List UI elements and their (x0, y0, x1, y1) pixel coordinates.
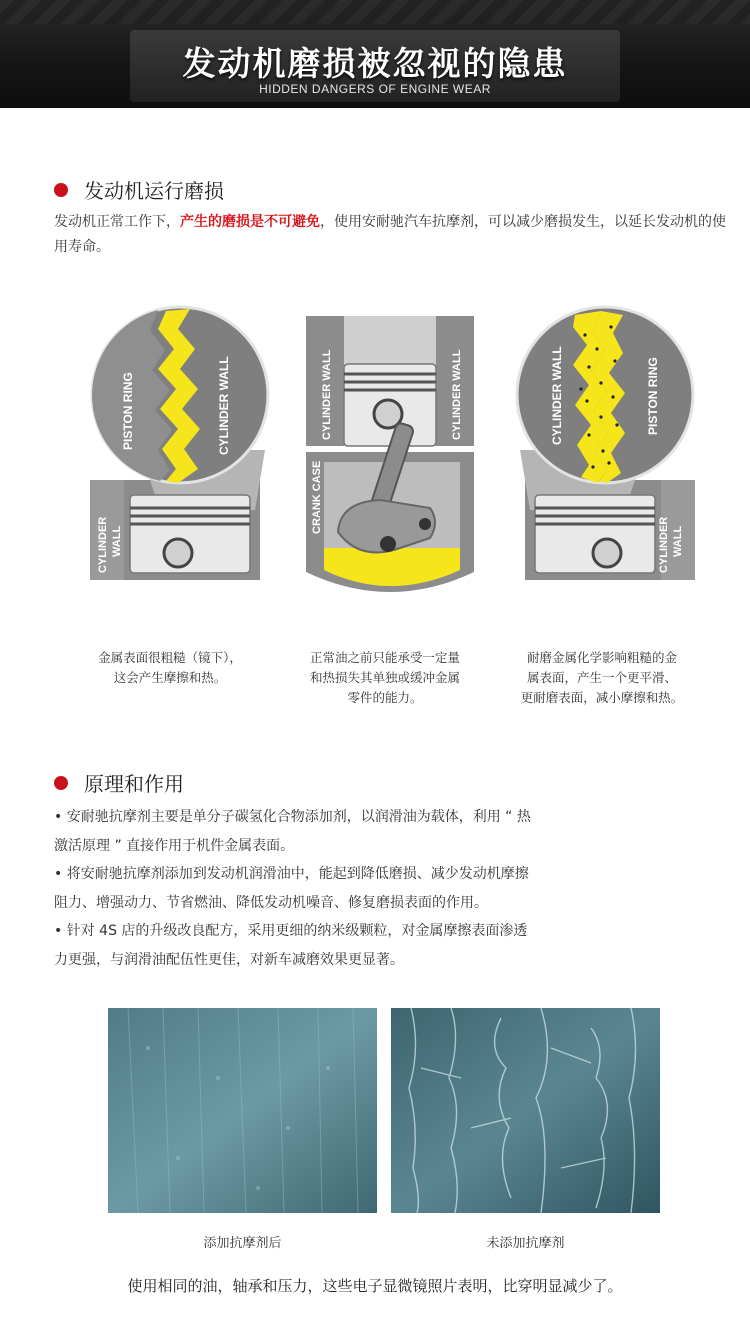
intro-highlight: 产生的磨损是不可避免 (180, 214, 320, 230)
caption-line: 零件的能力。 (347, 690, 423, 705)
section-heading-wear (54, 175, 224, 204)
caption-without-additive: 未添加抗摩剂 (486, 1236, 565, 1251)
principle-bullet-list (54, 803, 634, 974)
banner-subtitle: HIDDEN DANGERS OF ENGINE WEAR (259, 82, 491, 96)
section-title: 发动机运行磨损 (84, 179, 224, 203)
banner-stripes (0, 0, 750, 24)
bullet-line: 阻力、增强动力、节省燃油、降低发动机噪音、修复磨损表面的作用。 (54, 894, 488, 911)
caption-line: 和热损失其单独或缓冲金属 (309, 670, 460, 685)
caption-line: 这会产生摩擦和热。 (113, 670, 227, 685)
caption-line: 属表面，产生一个更平滑、 (526, 670, 677, 685)
label-piston-ring: PISTON RING (646, 357, 660, 435)
bullet-line: • 针对 4S 店的升级改良配方，采用更细的纳米级颗粒，对金属摩擦表面渗透 (54, 923, 528, 939)
label-cylinder-wall: CYLINDER WALL (451, 349, 463, 440)
smooth-surface-diagram (505, 305, 705, 585)
bullet-line: • 将安耐驰抗摩剂添加到发动机润滑油中，能起到降低磨损、减少发动机摩擦 (54, 866, 529, 882)
label-cylinder-wall: CYLINDER WALL (321, 349, 333, 440)
label-cylinder-wall: CYLINDER WALL (550, 346, 564, 445)
intro-text-2: ，使用安耐驰汽车抗摩剂，可以减少磨损发生，以延长发动机的使用寿命。 (54, 214, 726, 255)
label-crank-case: CRANK CASE (311, 460, 323, 534)
section-title: 原理和作用 (84, 772, 184, 796)
label-cylinder: CYLINDER (97, 516, 109, 573)
banner-title: 发动机磨损被忽视的隐患 (182, 44, 568, 83)
header-banner (0, 0, 750, 108)
engine-cross-section-diagram (300, 312, 480, 612)
label-cylinder-wall: CYLINDER WALL (217, 356, 231, 455)
bullet-item (54, 917, 634, 974)
diagram-caption-3 (502, 648, 702, 708)
intro-paragraph (54, 210, 734, 260)
red-bullet-icon (54, 776, 68, 790)
label-piston-ring: PISTON RING (121, 372, 135, 450)
caption-line: 更耐磨表面，减小摩擦和热。 (520, 690, 684, 705)
label-wall: WALL (111, 525, 123, 557)
bullet-line: 力更强，与润滑油配伍性更佳，对新车减磨效果更显著。 (54, 951, 404, 968)
caption-with-additive: 添加抗摩剂后 (203, 1236, 282, 1251)
red-bullet-icon (54, 183, 68, 197)
micrograph-without-additive (391, 1008, 660, 1213)
caption-line: 金属表面很粗糙（镜下）， (98, 650, 242, 665)
micrograph-with-additive (108, 1008, 377, 1213)
caption-line: 耐磨金属化学影响粗糙的金 (526, 650, 677, 665)
rough-surface-diagram (80, 305, 280, 585)
diagram-caption-2 (285, 648, 485, 708)
bullet-item (54, 860, 634, 917)
label-cylinder: CYLINDER (658, 516, 670, 573)
label-wall: WALL (672, 525, 684, 557)
bullet-item (54, 803, 634, 860)
intro-text-1: 发动机正常工作下， (54, 214, 180, 230)
diagram-caption-1 (70, 648, 270, 688)
caption-line: 正常油之前只能承受一定量 (309, 650, 460, 665)
section-heading-principle (54, 768, 184, 797)
bullet-line: • 安耐驰抗摩剂主要是单分子碳氢化合物添加剂，以润滑油为载体，利用 “ 热 (54, 809, 531, 825)
bullet-line: 激活原理 ” 直接作用于机件金属表面。 (54, 837, 295, 854)
comparison-note: 使用相同的油，轴承和压力，这些电子显微镜照片表明，比穿明显减少了。 (127, 1277, 623, 1295)
